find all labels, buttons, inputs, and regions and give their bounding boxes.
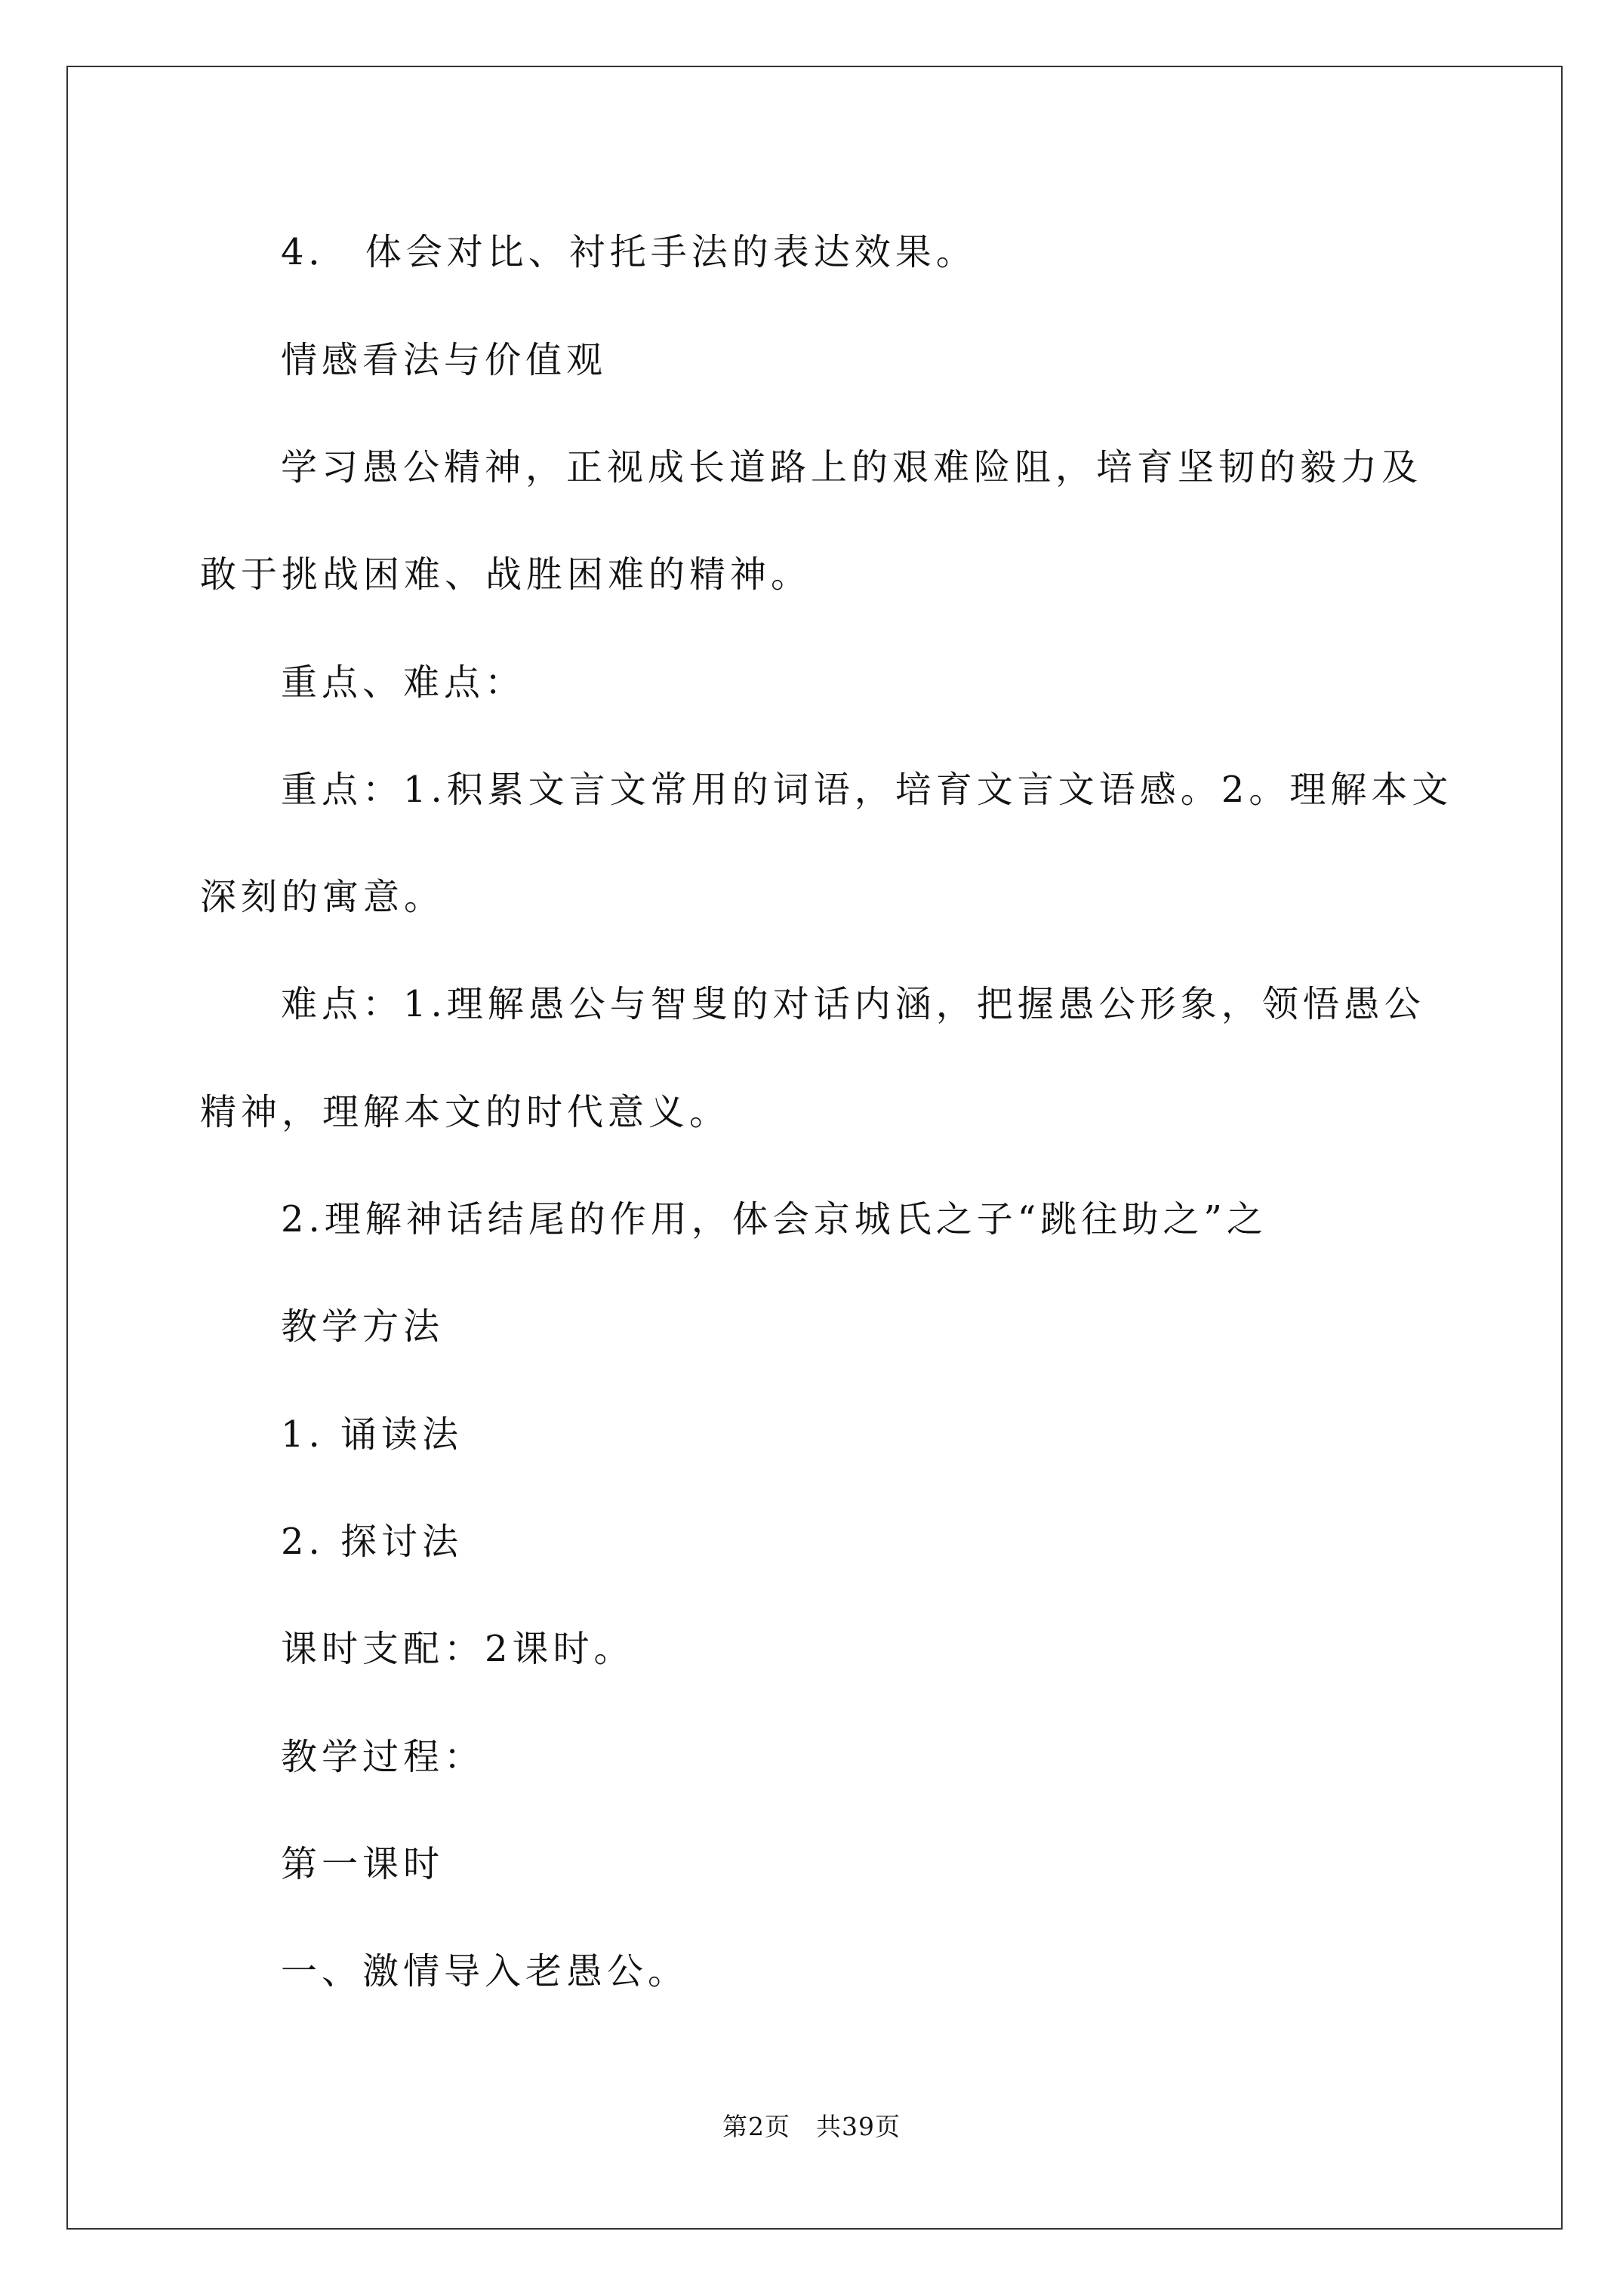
page-footer — [0, 2112, 1623, 2142]
page-number: 第2页 — [722, 2112, 790, 2141]
section-heading-teaching-process: 教学过程： — [281, 1736, 485, 1778]
list-item: 1. 诵读法 — [281, 1413, 463, 1456]
page-border — [66, 66, 1563, 2230]
section-heading-key-points: 重点、难点： — [281, 661, 526, 704]
paragraph-line: 学习愚公精神，正视成长道路上的艰难险阻，培育坚韧的毅力及 — [281, 446, 1423, 488]
section-heading-teaching-methods: 教学方法 — [281, 1305, 445, 1348]
paragraph-line: 课时支配：2课时。 — [281, 1628, 635, 1670]
section-heading-first-lesson: 第一课时 — [281, 1843, 445, 1885]
paragraph-line: 精神，理解本文的时代意义。 — [200, 1091, 731, 1133]
paragraph-line: 深刻的寓意。 — [200, 876, 445, 918]
objective-4: 4． 体会对比、衬托手法的表达效果。 — [281, 231, 977, 273]
section-heading-emotion-values: 情感看法与价值观 — [281, 339, 608, 381]
paragraph-line: 敢于挑战困难、战胜困难的精神。 — [200, 553, 812, 596]
paragraph-line: 难点：1.理解愚公与智叟的对话内涵，把握愚公形象，领悟愚公 — [281, 983, 1425, 1025]
page-total: 共39页 — [816, 2112, 901, 2141]
list-item: 2. 探讨法 — [281, 1521, 463, 1563]
paragraph-line: 一、激情导入老愚公。 — [281, 1950, 689, 1992]
paragraph-line: 2.理解神话结尾的作用，体会京城氏之子“跳往助之”之 — [281, 1198, 1267, 1240]
paragraph-line: 重点：1.积累文言文常用的词语，培育文言文语感。2。理解本文 — [281, 769, 1453, 811]
